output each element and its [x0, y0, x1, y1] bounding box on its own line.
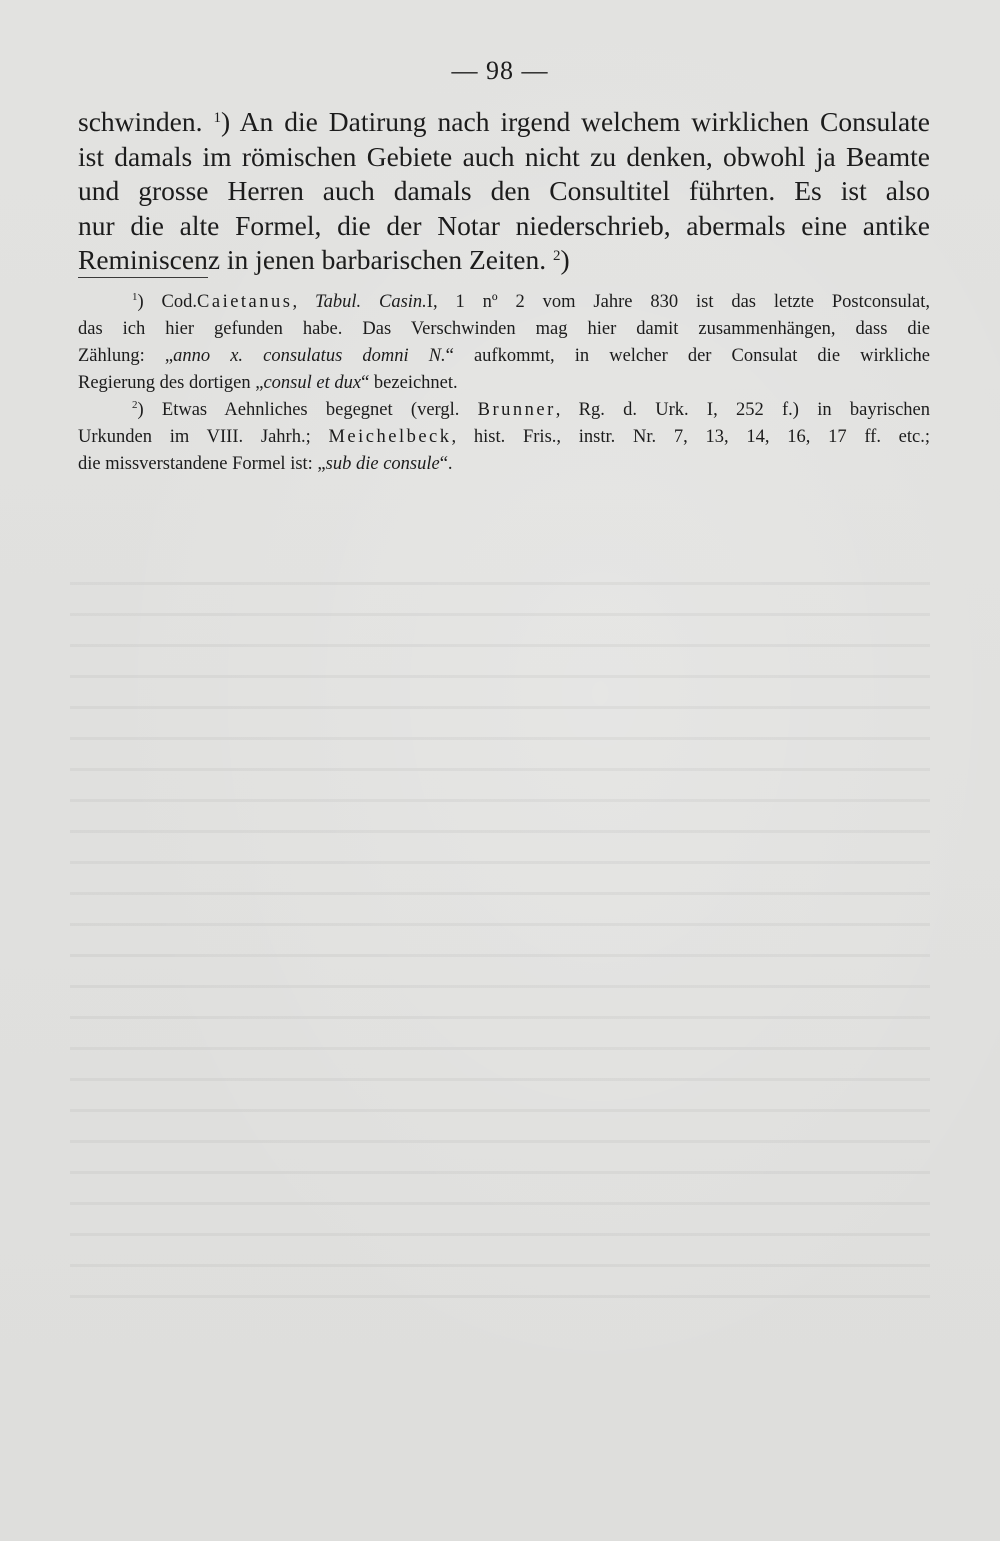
main-text-block — [78, 105, 930, 278]
spaced-name: Brunner — [477, 400, 556, 420]
text-run: “. — [439, 454, 453, 474]
footnote-divider — [78, 277, 208, 278]
footnote-1-line — [78, 370, 930, 397]
footnote-reference: 1 — [213, 110, 221, 126]
footnote-1-line — [78, 343, 930, 370]
text-run: Regierung des dortigen „ — [78, 373, 264, 393]
main-text-line: ist damals im römischen Gebiete auch nicht zu denken, obwohl ja Beamte — [78, 140, 930, 172]
footnote-1-line: das ich hier gefunden habe. Das Verschwinden mag hier damit zusammenhängen, dass die — [78, 319, 930, 339]
text-run: Reminiscenz in jenen barbarischen Zeiten. — [78, 244, 547, 275]
footnotes-block — [78, 289, 930, 478]
text-run: “ bezeichnet. — [361, 373, 458, 393]
footnote-reference: 2 — [552, 248, 561, 264]
footnote-mark: 1 — [132, 291, 138, 303]
text-run: Zählung: „ — [78, 346, 174, 366]
text-run: ) Etwas Aehnliches begegnet (vergl. — [137, 400, 460, 420]
footnote-2-line — [78, 451, 930, 478]
main-text-line — [78, 105, 930, 140]
text-run: schwinden. — [78, 106, 203, 137]
footnote-2-line — [78, 397, 930, 424]
text-run: , — [292, 292, 298, 312]
text-run: , Rg. d. Urk. I, 252 f.) in bayrischen — [555, 400, 930, 420]
text-run: ) — [560, 244, 570, 275]
footnote-mark: 2 — [132, 399, 138, 411]
main-text-line: und grosse Herren auch damals den Consultitel führten. Es ist also — [78, 175, 930, 206]
text-run: ) Cod. — [137, 292, 198, 312]
text-run: die missverstandene Formel ist: „ — [78, 454, 326, 474]
bleed-through-texture — [70, 560, 930, 1320]
main-text-line: nur die alte Formel, die der Notar niederschrieb, abermals eine antike — [78, 209, 930, 241]
text-run: Urkunden im VIII. Jahrh.; — [78, 427, 311, 447]
italic-quote: anno x. consulatus domni N. — [173, 346, 446, 366]
footnote-2-line — [78, 424, 930, 451]
text-run: I, 1 nº 2 vom Jahre 830 ist das letzte Postconsulat, — [426, 292, 930, 312]
text-run: , hist. Fris., instr. Nr. 7, 13, 14, 16, 17 ff. etc.; — [451, 427, 931, 447]
spaced-name: Meichelbeck — [328, 427, 452, 447]
text-run: “ aufkommt, in welcher der Consulat die wirkliche — [445, 346, 930, 366]
text-run: ) An die Datirung nach irgend welchem wirklichen Consulate — [221, 106, 931, 137]
spaced-name: Caietanus — [197, 292, 293, 312]
main-text-line — [78, 243, 930, 278]
italic-title: Tabul. Casin. — [314, 292, 427, 312]
italic-quote: sub die consule — [325, 454, 440, 474]
italic-quote: consul et dux — [263, 373, 362, 393]
page-number: — 98 — — [451, 56, 549, 85]
footnote-1-line — [78, 289, 930, 316]
